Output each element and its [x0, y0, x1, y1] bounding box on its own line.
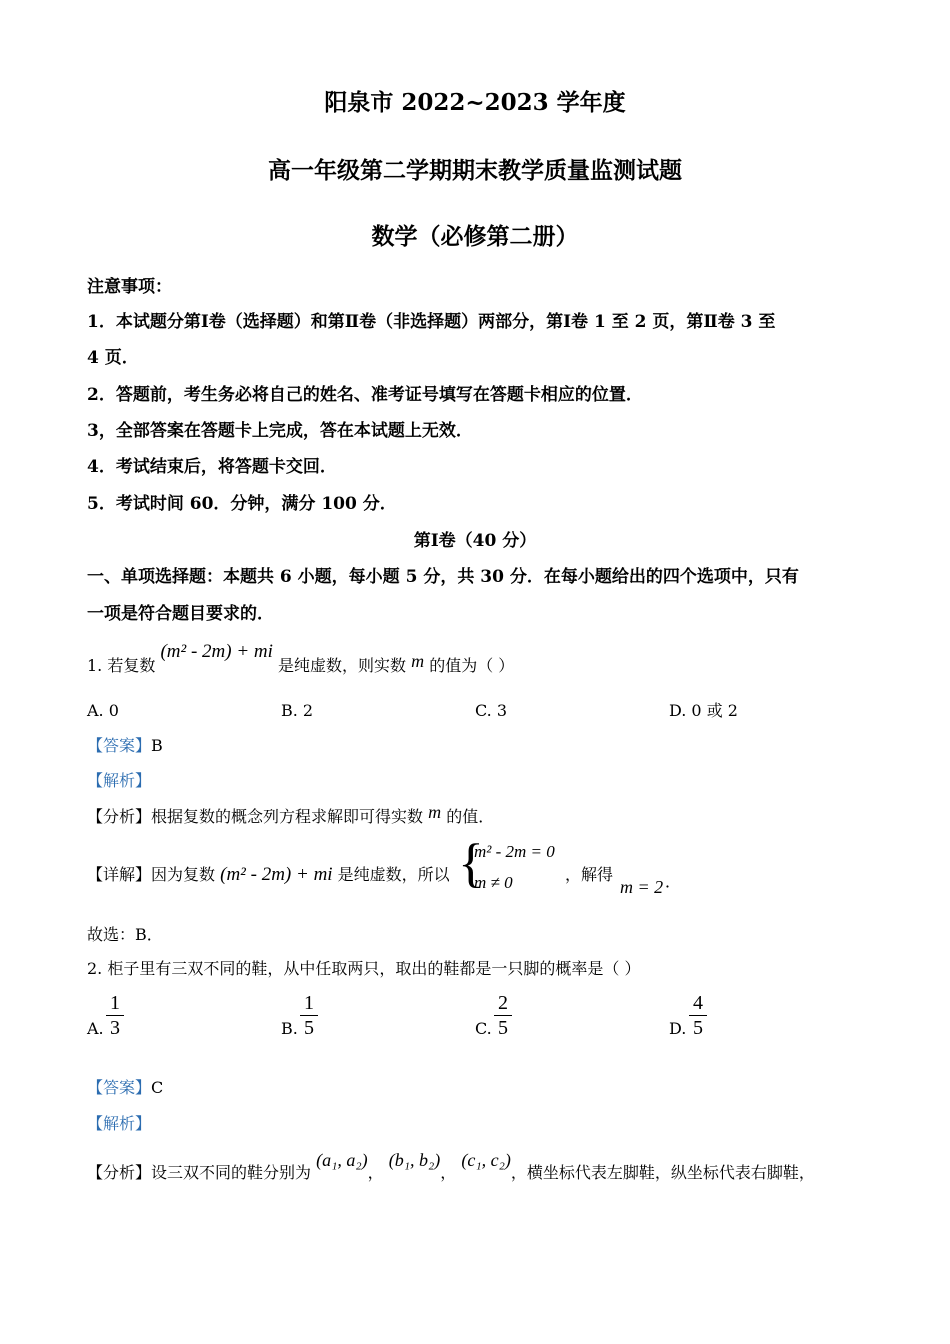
q1-detail-text1: 因为复数 [151, 865, 216, 884]
q1-option-b: B. 2 [281, 701, 314, 720]
q1-detail-tag: 【详解】 [87, 865, 152, 884]
q1-answer-tag: 【答案】 [87, 736, 152, 755]
q1-detail-result: m = 2 [620, 877, 664, 897]
q2-option-c-label: C. [475, 1019, 492, 1038]
q2-option-b-num: 1 [304, 992, 314, 1014]
q1-detail-text2: 是纯虚数，所以 [337, 865, 450, 884]
q2-option-c-fraction [494, 992, 512, 1039]
q2-option-d-num: 4 [693, 992, 703, 1014]
q1-option-c: C. 3 [475, 701, 508, 720]
q2-option-d-den: 5 [693, 1017, 703, 1039]
q1-fenxi-line [87, 802, 495, 827]
q2-sep-2: ， [440, 1163, 457, 1182]
title-line-2: 高一年级第二学期期末教学质量监测试题 [268, 157, 682, 184]
q2-sep-1: ， [367, 1163, 384, 1182]
q1-system-line-1: m² - 2m = 0 [474, 842, 555, 861]
notice-item-3: 3，全部答案在答题卡上完成，答在本试题上无效． [87, 421, 473, 441]
q2-fenxi-text: 设三双不同的鞋分别为 [151, 1163, 312, 1182]
q2-fenxi-line [87, 1150, 815, 1183]
q1-fenxi-var: m [428, 802, 442, 822]
section-instruction-a: 一、单项选择题：本题共 6 小题，每小题 5 分，共 30 分．在每小题给出的四个选项中，只有 [87, 567, 799, 587]
q1-system-line-2: m ≠ 0 [474, 873, 513, 892]
q2-answer-line [87, 1078, 163, 1098]
q2-pair-2: (b₁, b₂) [388, 1150, 441, 1170]
q1-expression: (m² - 2m) + mi [160, 641, 273, 662]
q2-option-c-num: 2 [498, 992, 508, 1014]
q2-option-a-den: 3 [110, 1017, 120, 1039]
q2-stem: 2. 柜子里有三双不同的鞋，从中任取两只，取出的鞋都是一只脚的概率是（ ） [87, 959, 641, 978]
system-brace: { [458, 833, 484, 893]
notice-heading: 注意事项： [87, 277, 172, 297]
q2-analysis-tag: 【解析】 [87, 1114, 152, 1133]
q1-answer-line [87, 736, 163, 756]
q2-option-a-num: 1 [110, 992, 120, 1014]
q1-choose: 故选：B． [87, 925, 163, 944]
q2-answer-tag: 【答案】 [87, 1078, 152, 1097]
q1-suffix: 的值为（ ） [429, 656, 515, 675]
q1-detail-text3: ，解得 [565, 865, 614, 884]
notice-item-5: 5．考试时间 60．分钟，满分 100 分． [87, 494, 397, 514]
q2-option-d-label: D. [669, 1019, 687, 1038]
q2-answer: C [151, 1078, 164, 1097]
q1-stem [87, 641, 515, 676]
notice-item-2: 2．答题前，考生务必将自己的姓名、准考证号填写在答题卡相应的位置． [87, 385, 643, 405]
q1-var: m [411, 651, 425, 671]
q2-option-d-fraction [689, 992, 707, 1039]
q2-option-c-den: 5 [498, 1017, 508, 1039]
q1-answer: B [151, 736, 163, 755]
q2-option-b-den: 5 [304, 1017, 314, 1039]
notice-item-1b: 4 页． [87, 348, 139, 368]
q1-detail-end: ． [665, 872, 682, 891]
q2-option-b-label: B. [281, 1019, 298, 1038]
q2-pair-3: (c₁, c₂) [461, 1150, 511, 1170]
title-line-3: 数学（必修第二册） [371, 223, 579, 250]
notice-item-4: 4．考试结束后，将答题卡交回． [87, 457, 337, 477]
q2-pair-1: (a₁, a₂) [316, 1150, 368, 1170]
q1-fenxi-tag: 【分析】 [87, 807, 152, 826]
q2-option-a-label: A. [87, 1019, 104, 1038]
q1-fenxi-end: 的值． [446, 807, 495, 826]
q1-option-a: A. 0 [87, 701, 119, 720]
q1-fenxi-text: 根据复数的概念列方程求解即可得实数 [151, 807, 424, 826]
q1-detail-line [87, 865, 450, 885]
section-instruction-b: 一项是符合题目要求的． [87, 604, 274, 624]
q2-fenxi-tag: 【分析】 [87, 1163, 152, 1182]
q1-analysis-tag: 【解析】 [87, 771, 152, 790]
notice-item-1a: 1．本试题分第Ⅰ卷（选择题）和第Ⅱ卷（非选择题）两部分，第Ⅰ卷 1 至 2 页，第Ⅱ卷 3 至 [87, 312, 776, 332]
section-title: 第Ⅰ卷（40 分） [413, 531, 537, 551]
q1-mid: 是纯虚数，则实数 [278, 656, 407, 675]
q1-option-d: D. 0 或 2 [669, 701, 738, 720]
title-line-1: 阳泉市 2022~2023 学年度 [324, 89, 626, 116]
q1-detail-expression: (m² - 2m) + mi [220, 864, 333, 885]
q2-option-b-fraction [300, 992, 318, 1039]
q2-fenxi-end: ，横坐标代表左脚鞋，纵坐标代表右脚鞋， [510, 1163, 815, 1182]
q1-prefix: 1. 若复数 [87, 656, 156, 675]
q2-option-a-fraction [106, 992, 124, 1039]
